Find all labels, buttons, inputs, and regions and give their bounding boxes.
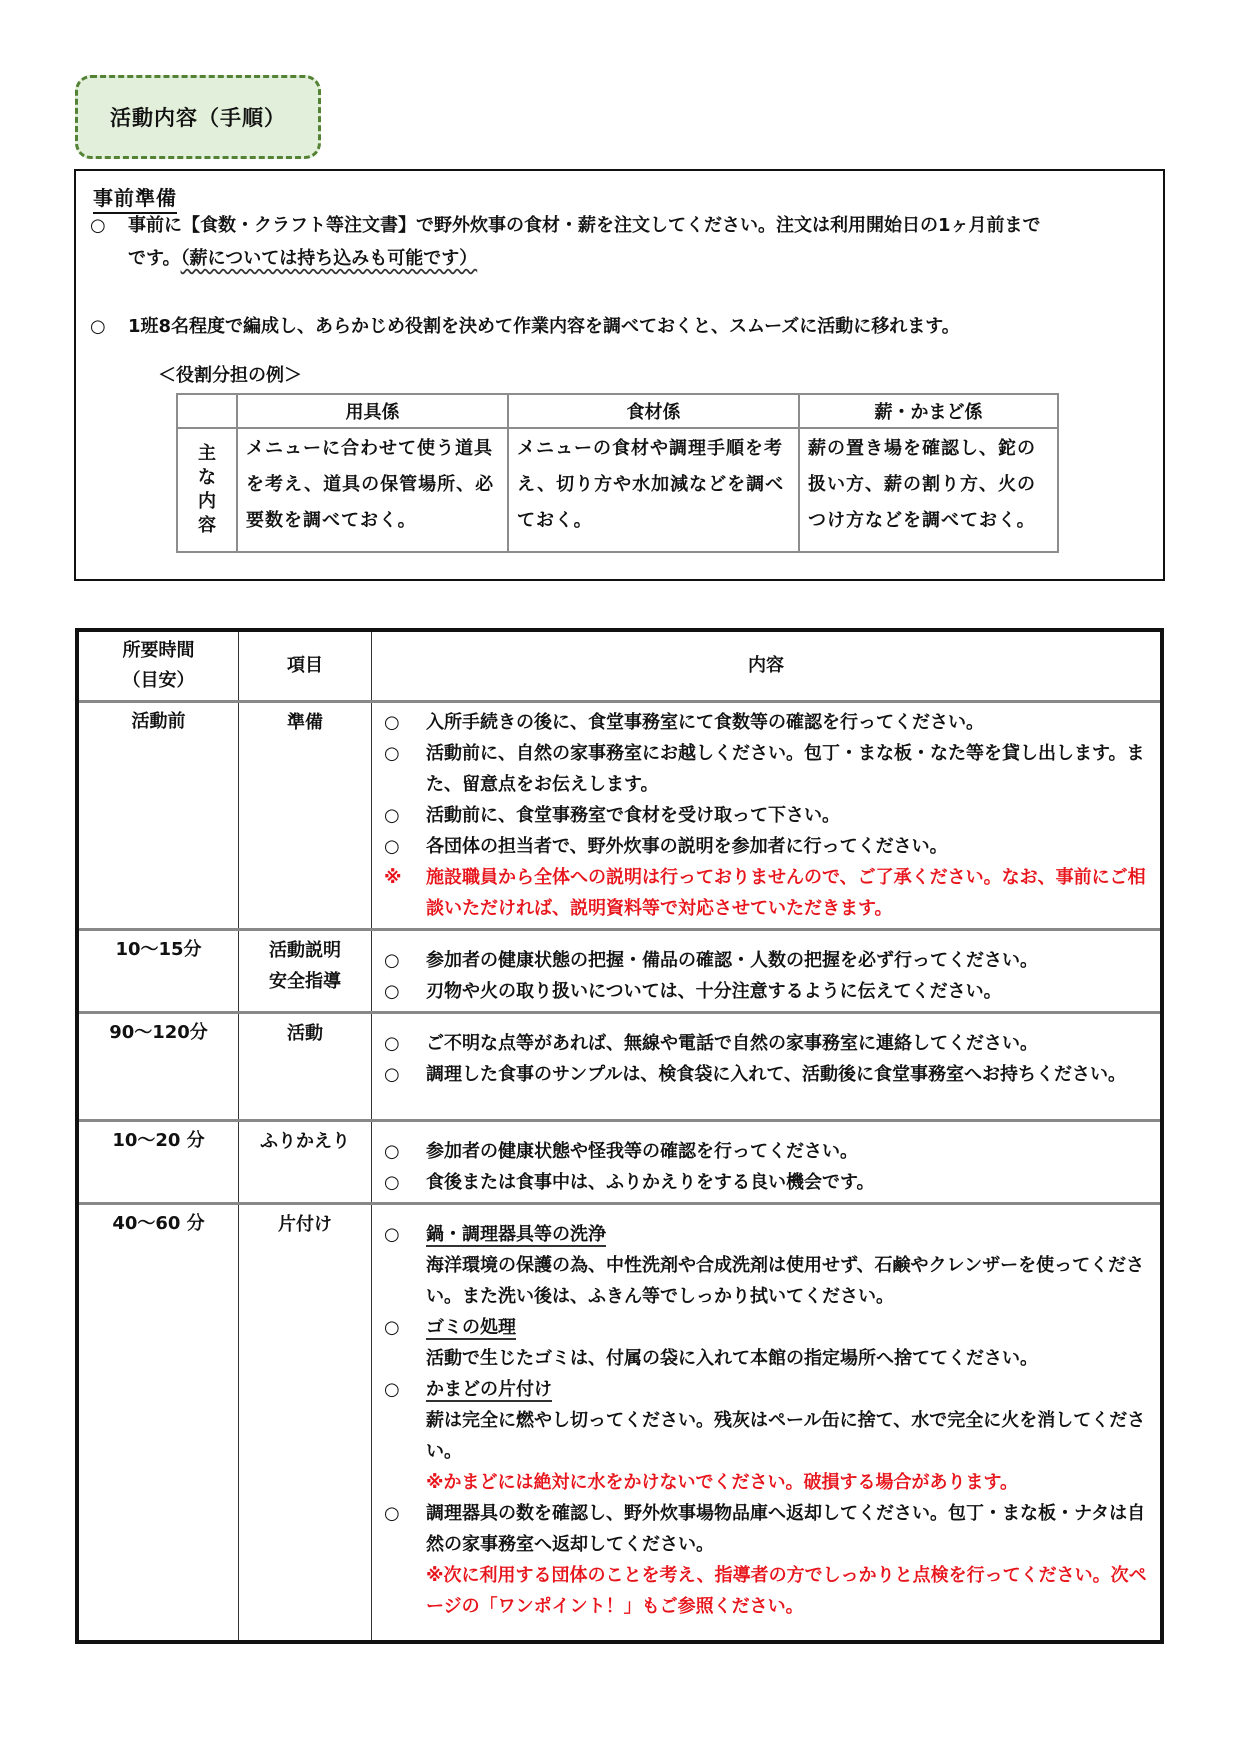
schedule-time: 10～15分 (77, 930, 239, 1013)
circle-bullet-icon: ○ (384, 1224, 400, 1245)
entry-text: 参加者の健康状態や怪我等の確認を行ってください。 (426, 1141, 858, 1162)
schedule-time: 40～60 分 (77, 1204, 239, 1643)
content-entry (384, 1059, 1150, 1090)
circle-bullet-icon: ○ (384, 1379, 400, 1400)
section-title-box (75, 75, 321, 159)
schedule-row (77, 1121, 1162, 1204)
content-entry (384, 1312, 1150, 1374)
schedule-time: 90～120分 (77, 1013, 239, 1121)
entry-heading: かまどの片付け (426, 1379, 552, 1400)
circle-bullet-icon: ○ (384, 1503, 400, 1524)
circle-bullet-icon: ○ (384, 1317, 400, 1338)
schedule-content (372, 1121, 1163, 1204)
circle-bullet-icon: ○ (384, 1064, 400, 1085)
prep-bullet-groups: ○ 1班8名程度で編成し、あらかじめ役割を決めて作業内容を調べておくと、スムーズに活動に移れます。 (90, 310, 1150, 343)
warning-note: ※次に利用する団体のことを考え、指導者の方でしっかりと点検を行ってください。次ページの「ワンポイント！」もご参照ください。 (426, 1565, 1147, 1617)
schedule-item: ふりかえり (239, 1121, 372, 1204)
header-time: 所要時間 （目安） (77, 630, 239, 702)
schedule-row (77, 702, 1162, 930)
prep-bullet-order: ○ 事前に【食数・クラフト等注文書】で野外炊事の食材・薪を注文してください。注文は利用開始日の1ヶ月前まで です。（薪については持ち込みも可能です） (90, 209, 1150, 275)
content-entry (384, 1136, 1150, 1167)
entry-heading: 鍋・調理器具等の洗浄 (426, 1224, 606, 1245)
roles-cell: メニューの食材や調理手順を考え、切り方や水加減などを調べておく。 (508, 428, 799, 552)
content-entry (384, 707, 1150, 738)
warning-note: ※かまどには絶対に水をかけないでください。破損する場合があります。 (426, 1472, 1019, 1493)
content-entry (384, 1028, 1150, 1059)
content-entry (384, 800, 1150, 831)
entry-text: 活動前に、自然の家事務室にお越しください。包丁・まな板・なた等を貸し出します。また、留意点をお伝えします。 (426, 743, 1145, 795)
entry-text: 入所手続きの後に、食堂事務室にて食数等の確認を行ってください。 (426, 712, 984, 733)
schedule-row (77, 1204, 1162, 1643)
schedule-content (372, 1204, 1163, 1643)
circle-bullet-icon: ○ (384, 805, 400, 826)
section-title: 活動内容（手順） (110, 106, 286, 130)
circle-bullet-icon: ○ (384, 950, 400, 971)
entry-text: 参加者の健康状態の把握・備品の確認・人数の把握を必ず行ってください。 (426, 950, 1038, 971)
circle-bullet-icon: ○ (90, 316, 106, 337)
schedule-row (77, 930, 1162, 1013)
schedule-time: 活動前 (77, 702, 239, 930)
roles-cell: 薪の置き場を確認し、鉈の扱い方、薪の割り方、火のつけ方などを調べておく。 (799, 428, 1058, 552)
roles-cell: メニューに合わせて使う道具を考え、道具の保管場所、必要数を調べておく。 (237, 428, 508, 552)
entry-text: 食後または食事中は、ふりかえりをする良い機会です。 (426, 1172, 875, 1193)
roles-caption: ＜役割分担の例＞ (158, 365, 302, 386)
content-entry (384, 1167, 1150, 1198)
roles-corner (177, 394, 237, 428)
circle-bullet-icon: ○ (384, 743, 400, 764)
circle-bullet-icon: ○ (384, 981, 400, 1002)
content-entry (384, 831, 1150, 862)
prep-section (74, 169, 1165, 581)
content-entry (384, 738, 1150, 800)
schedule-table (75, 628, 1164, 1644)
entry-text: 活動前に、食堂事務室で食材を受け取って下さい。 (426, 805, 840, 826)
roles-header: 用具係 (237, 394, 508, 428)
schedule-content (372, 702, 1163, 930)
schedule-time: 10～20 分 (77, 1121, 239, 1204)
roles-row-header (177, 428, 237, 552)
schedule-item: 片付け (239, 1204, 372, 1643)
firewood-note: （薪については持ち込みも可能です） (180, 248, 478, 269)
roles-header: 薪・かまど係 (799, 394, 1058, 428)
roles-header: 食材係 (508, 394, 799, 428)
entry-text: 調理器具の数を確認し、野外炊事場物品庫へ返却してください。包丁・まな板・ナタは自然の家事務室へ返却してください。 (426, 1503, 1146, 1555)
header-content: 内容 (372, 630, 1163, 702)
entry-text: ご不明な点等があれば、無線や電話で自然の家事務室に連絡してください。 (426, 1033, 1038, 1054)
schedule-row (77, 1013, 1162, 1121)
roles-table (176, 393, 1059, 553)
entry-text: 活動で生じたゴミは、付属の袋に入れて本館の指定場所へ捨ててください。 (426, 1348, 1038, 1369)
entry-text: 各団体の担当者で、野外炊事の説明を参加者に行ってください。 (426, 836, 948, 857)
entry-text: 刃物や火の取り扱いについては、十分注意するように伝えてください。 (426, 981, 1002, 1002)
entry-heading: ゴミの処理 (426, 1317, 516, 1338)
circle-bullet-icon: ○ (384, 712, 400, 733)
schedule-item: 活動 (239, 1013, 372, 1121)
circle-bullet-icon: ○ (384, 1141, 400, 1162)
content-entry (384, 1374, 1150, 1498)
content-entry (384, 945, 1150, 976)
entry-text: 海洋環境の保護の為、中性洗剤や合成洗剤は使用せず、石鹸やクレンザーを使ってください。また洗い後は、ふきん等でしっかり拭いてください。 (426, 1255, 1145, 1307)
content-entry (384, 976, 1150, 1007)
content-entry (384, 862, 1150, 924)
circle-bullet-icon: ○ (384, 1172, 400, 1193)
schedule-item: 準備 (239, 702, 372, 930)
entry-text: 調理した食事のサンプルは、検食袋に入れて、活動後に食堂事務室へお持ちください。 (426, 1064, 1127, 1085)
entry-text: 施設職員から全体への説明は行っておりませんので、ご了承ください。なお、事前にご相談いただければ、説明資料等で対応させていただきます。 (426, 867, 1146, 919)
header-item: 項目 (239, 630, 372, 702)
schedule-content (372, 930, 1163, 1013)
circle-bullet-icon: ○ (90, 215, 106, 236)
prep-heading: 事前準備 (93, 182, 177, 214)
roles-row-header-text: 主 な 内 容 (198, 443, 216, 536)
note-mark-icon: ※ (384, 867, 402, 888)
schedule-item: 活動説明 安全指導 (239, 930, 372, 1013)
content-entry (384, 1498, 1150, 1622)
content-entry (384, 1219, 1150, 1312)
entry-text: 薪は完全に燃やし切ってください。残灰はペール缶に捨て、水で完全に火を消してください。 (426, 1410, 1146, 1462)
circle-bullet-icon: ○ (384, 1033, 400, 1054)
schedule-content (372, 1013, 1163, 1121)
circle-bullet-icon: ○ (384, 836, 400, 857)
